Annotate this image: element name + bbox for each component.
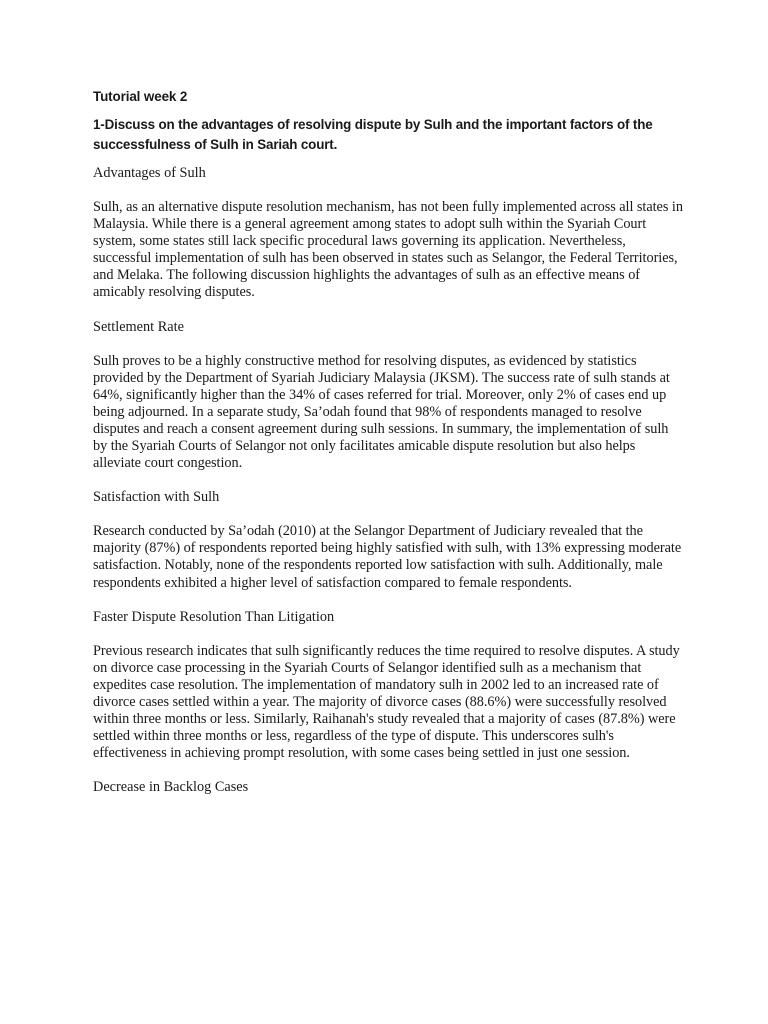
section-heading-satisfaction: Satisfaction with Sulh	[93, 489, 220, 506]
document-body	[93, 87, 683, 813]
section-paragraph-advantages: Sulh, as an alternative dispute resolution mechanism, has not been fully implemented across all states in Malaysia. While there is a general agreement among states to adopt sulh within the Syariah Court system, some states still lack specific procedural laws governing its application. Nevertheless, successful implementation of sulh has been observed in states such as Selangor, the Federal Territories, and Melaka. The following discussion highlights the advantages of sulh as an effective means of amicably resolving disputes.	[93, 199, 683, 301]
document-title: Tutorial week 2	[93, 89, 188, 104]
section-heading-backlog: Decrease in Backlog Cases	[93, 779, 249, 796]
section-heading-settlement-rate: Settlement Rate	[93, 318, 184, 335]
section-paragraph-settlement-rate: Sulh proves to be a highly constructive method for resolving disputes, as evidenced by statistics provided by the Department of Syariah Judiciary Malaysia (JKSM). The success rate of sulh stands at 64%, significantly higher than the 34% of cases referred for trial. Moreover, only 2% of cases end up being adjourned. In a separate study, Sa’odah found that 98% of respondents managed to resolve disputes and reach a consent agreement during sulh sessions. In summary, the implementation of sulh by the Syariah Courts of Selangor not only facilitates amicable dispute resolution but also helps alleviate court congestion.	[93, 352, 670, 472]
question-text: 1-Discuss on the advantages of resolving dispute by Sulh and the important factors of the successfulness of Sulh in Sariah court.	[93, 117, 653, 152]
section-paragraph-faster-resolution: Previous research indicates that sulh significantly reduces the time required to resolve disputes. A study on divorce case processing in the Syariah Courts of Selangor identified sulh as a mechanism that expedites case resolution. The implementation of mandatory sulh in 2002 led to an increased rate of divorce cases settled within a year. The majority of divorce cases (88.6%) were successfully resolved within three months or less. Similarly, Raihanah's study revealed that a majority of cases (87.8%) were settled within three months or less, regardless of the type of dispute. This underscores sulh's effectiveness in achieving prompt resolution, with some cases being settled in just one session.	[93, 642, 680, 762]
section-heading-faster-resolution: Faster Dispute Resolution Than Litigation	[93, 608, 335, 625]
section-paragraph-satisfaction: Research conducted by Sa’odah (2010) at the Selangor Department of Judiciary revealed that the majority (87%) of respondents reported being highly satisfied with sulh, with 13% expressing moderate satisfaction. Notably, none of the respondents reported low satisfaction with sulh. Additionally, male respondents exhibited a higher level of satisfaction compared to female respondents.	[93, 523, 682, 591]
section-heading-advantages: Advantages of Sulh	[93, 165, 206, 181]
